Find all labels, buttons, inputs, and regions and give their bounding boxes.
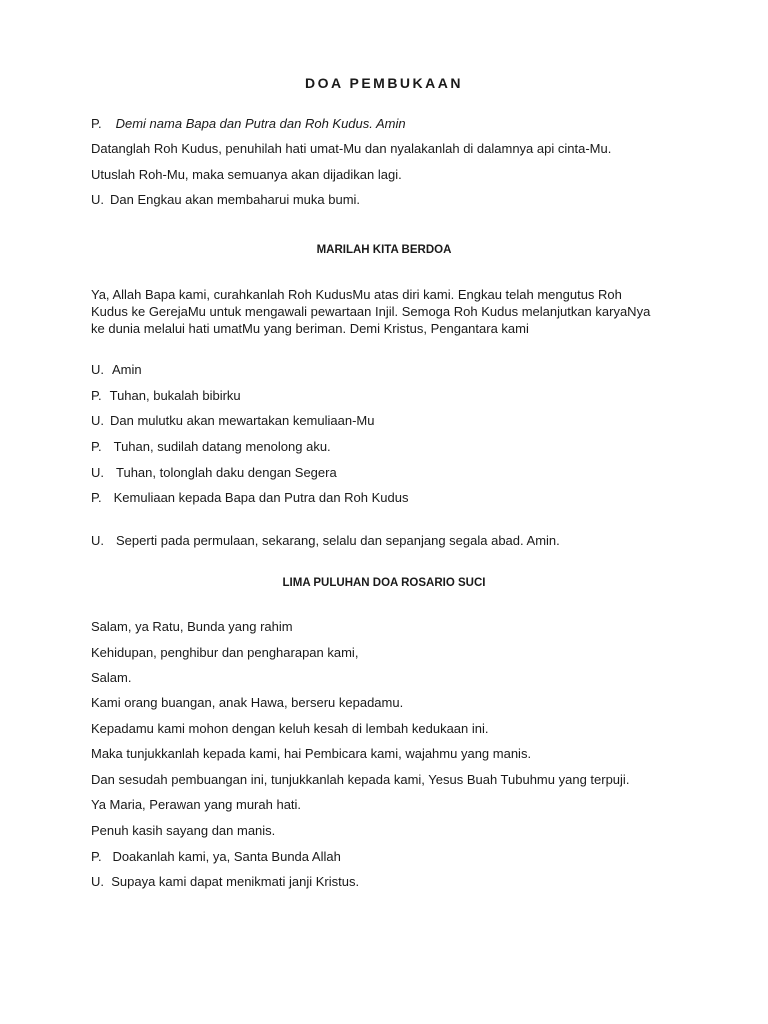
line-text: Amin [112, 362, 142, 377]
rosary-line-6: Maka tunjukkanlah kepada kami, hai Pembicara kami, wajahmu yang manis. [91, 746, 532, 761]
line-marker: U. [91, 533, 104, 548]
line-text: Demi nama Bapa dan Putra dan Roh Kudus. Amin [115, 116, 406, 131]
paragraph-line: Kudus ke GerejaMu untuk mengawali pewartaan Injil. Semoga Roh Kudus melanjutkan karyaNya [91, 304, 651, 319]
line-text: Utuslah Roh-Mu, maka semuanya akan dijadikan lagi. [91, 167, 402, 182]
rosary-line-8: Ya Maria, Perawan yang murah hati. [91, 797, 302, 812]
response-line-7 [91, 533, 560, 549]
paragraph-line: Ya, Allah Bapa kami, curahkanlah Roh KudusMu atas diri kami. Engkau telah mengutus Roh [91, 287, 622, 302]
response-line-1 [91, 362, 142, 378]
line-text: Dan Engkau akan membaharui muka bumi. [110, 192, 361, 207]
rosary-line-3: Salam. [91, 670, 132, 685]
line-text: Datanglah Roh Kudus, penuhilah hati umat-Mu dan nyalakanlah di dalamnya api cinta-Mu. [91, 141, 612, 156]
rosary-line-9: Penuh kasih sayang dan manis. [91, 823, 276, 838]
line-marker: U. [91, 413, 104, 428]
opening-line-1 [91, 116, 406, 132]
paragraph-line: ke dunia melalui hati umatMu yang beriman. Demi Kristus, Pengantara kami [91, 321, 529, 336]
response-line-4 [91, 439, 331, 455]
line-text: Seperti pada permulaan, sekarang, selalu dan sepanjang segala abad. Amin. [116, 533, 560, 548]
opening-line-3 [91, 167, 402, 183]
rosary-line-5: Kepadamu kami mohon dengan keluh kesah di lembah kedukaan ini. [91, 721, 489, 736]
line-text: Tuhan, tolonglah daku dengan Segera [116, 465, 337, 480]
line-text: Kemuliaan kepada Bapa dan Putra dan Roh Kudus [113, 490, 409, 505]
line-marker: U. [91, 465, 104, 480]
line-marker: P. [91, 388, 102, 403]
response-line-5 [91, 465, 337, 481]
response-line-2 [91, 388, 241, 404]
rosary-line-10: P. Doakanlah kami, ya, Santa Bunda Allah [91, 849, 341, 864]
response-line-6 [91, 490, 409, 506]
section-heading-prayer: MARILAH KITA BERDOA [316, 244, 452, 256]
line-marker: P. [91, 116, 102, 131]
line-marker: U. [91, 362, 104, 377]
rosary-line-11: U. Supaya kami dapat menikmati janji Kristus. [91, 874, 360, 889]
response-line-3 [91, 413, 374, 429]
opening-line-2 [91, 141, 611, 157]
line-text: Dan mulutku akan mewartakan kemuliaan-Mu [110, 413, 375, 428]
line-text: Tuhan, bukalah bibirku [109, 388, 241, 403]
rosary-line-1: Salam, ya Ratu, Bunda yang rahim [91, 619, 293, 634]
section-heading-rosary: LIMA PULUHAN DOA ROSARIO SUCI [282, 577, 486, 589]
line-marker: U. [91, 192, 104, 207]
page-title: DOA PEMBUKAAN [305, 75, 463, 91]
prayer-paragraph [91, 286, 681, 337]
line-text: Tuhan, sudilah datang menolong aku. [113, 439, 331, 454]
rosary-line-4: Kami orang buangan, anak Hawa, berseru kepadamu. [91, 695, 404, 710]
line-marker: P. [91, 490, 102, 505]
opening-line-4 [91, 192, 360, 208]
line-marker: P. [91, 439, 102, 454]
rosary-line-2: Kehidupan, penghibur dan pengharapan kami, [91, 645, 359, 660]
rosary-line-7: Dan sesudah pembuangan ini, tunjukkanlah kepada kami, Yesus Buah Tubuhmu yang terpuji. [91, 772, 630, 787]
